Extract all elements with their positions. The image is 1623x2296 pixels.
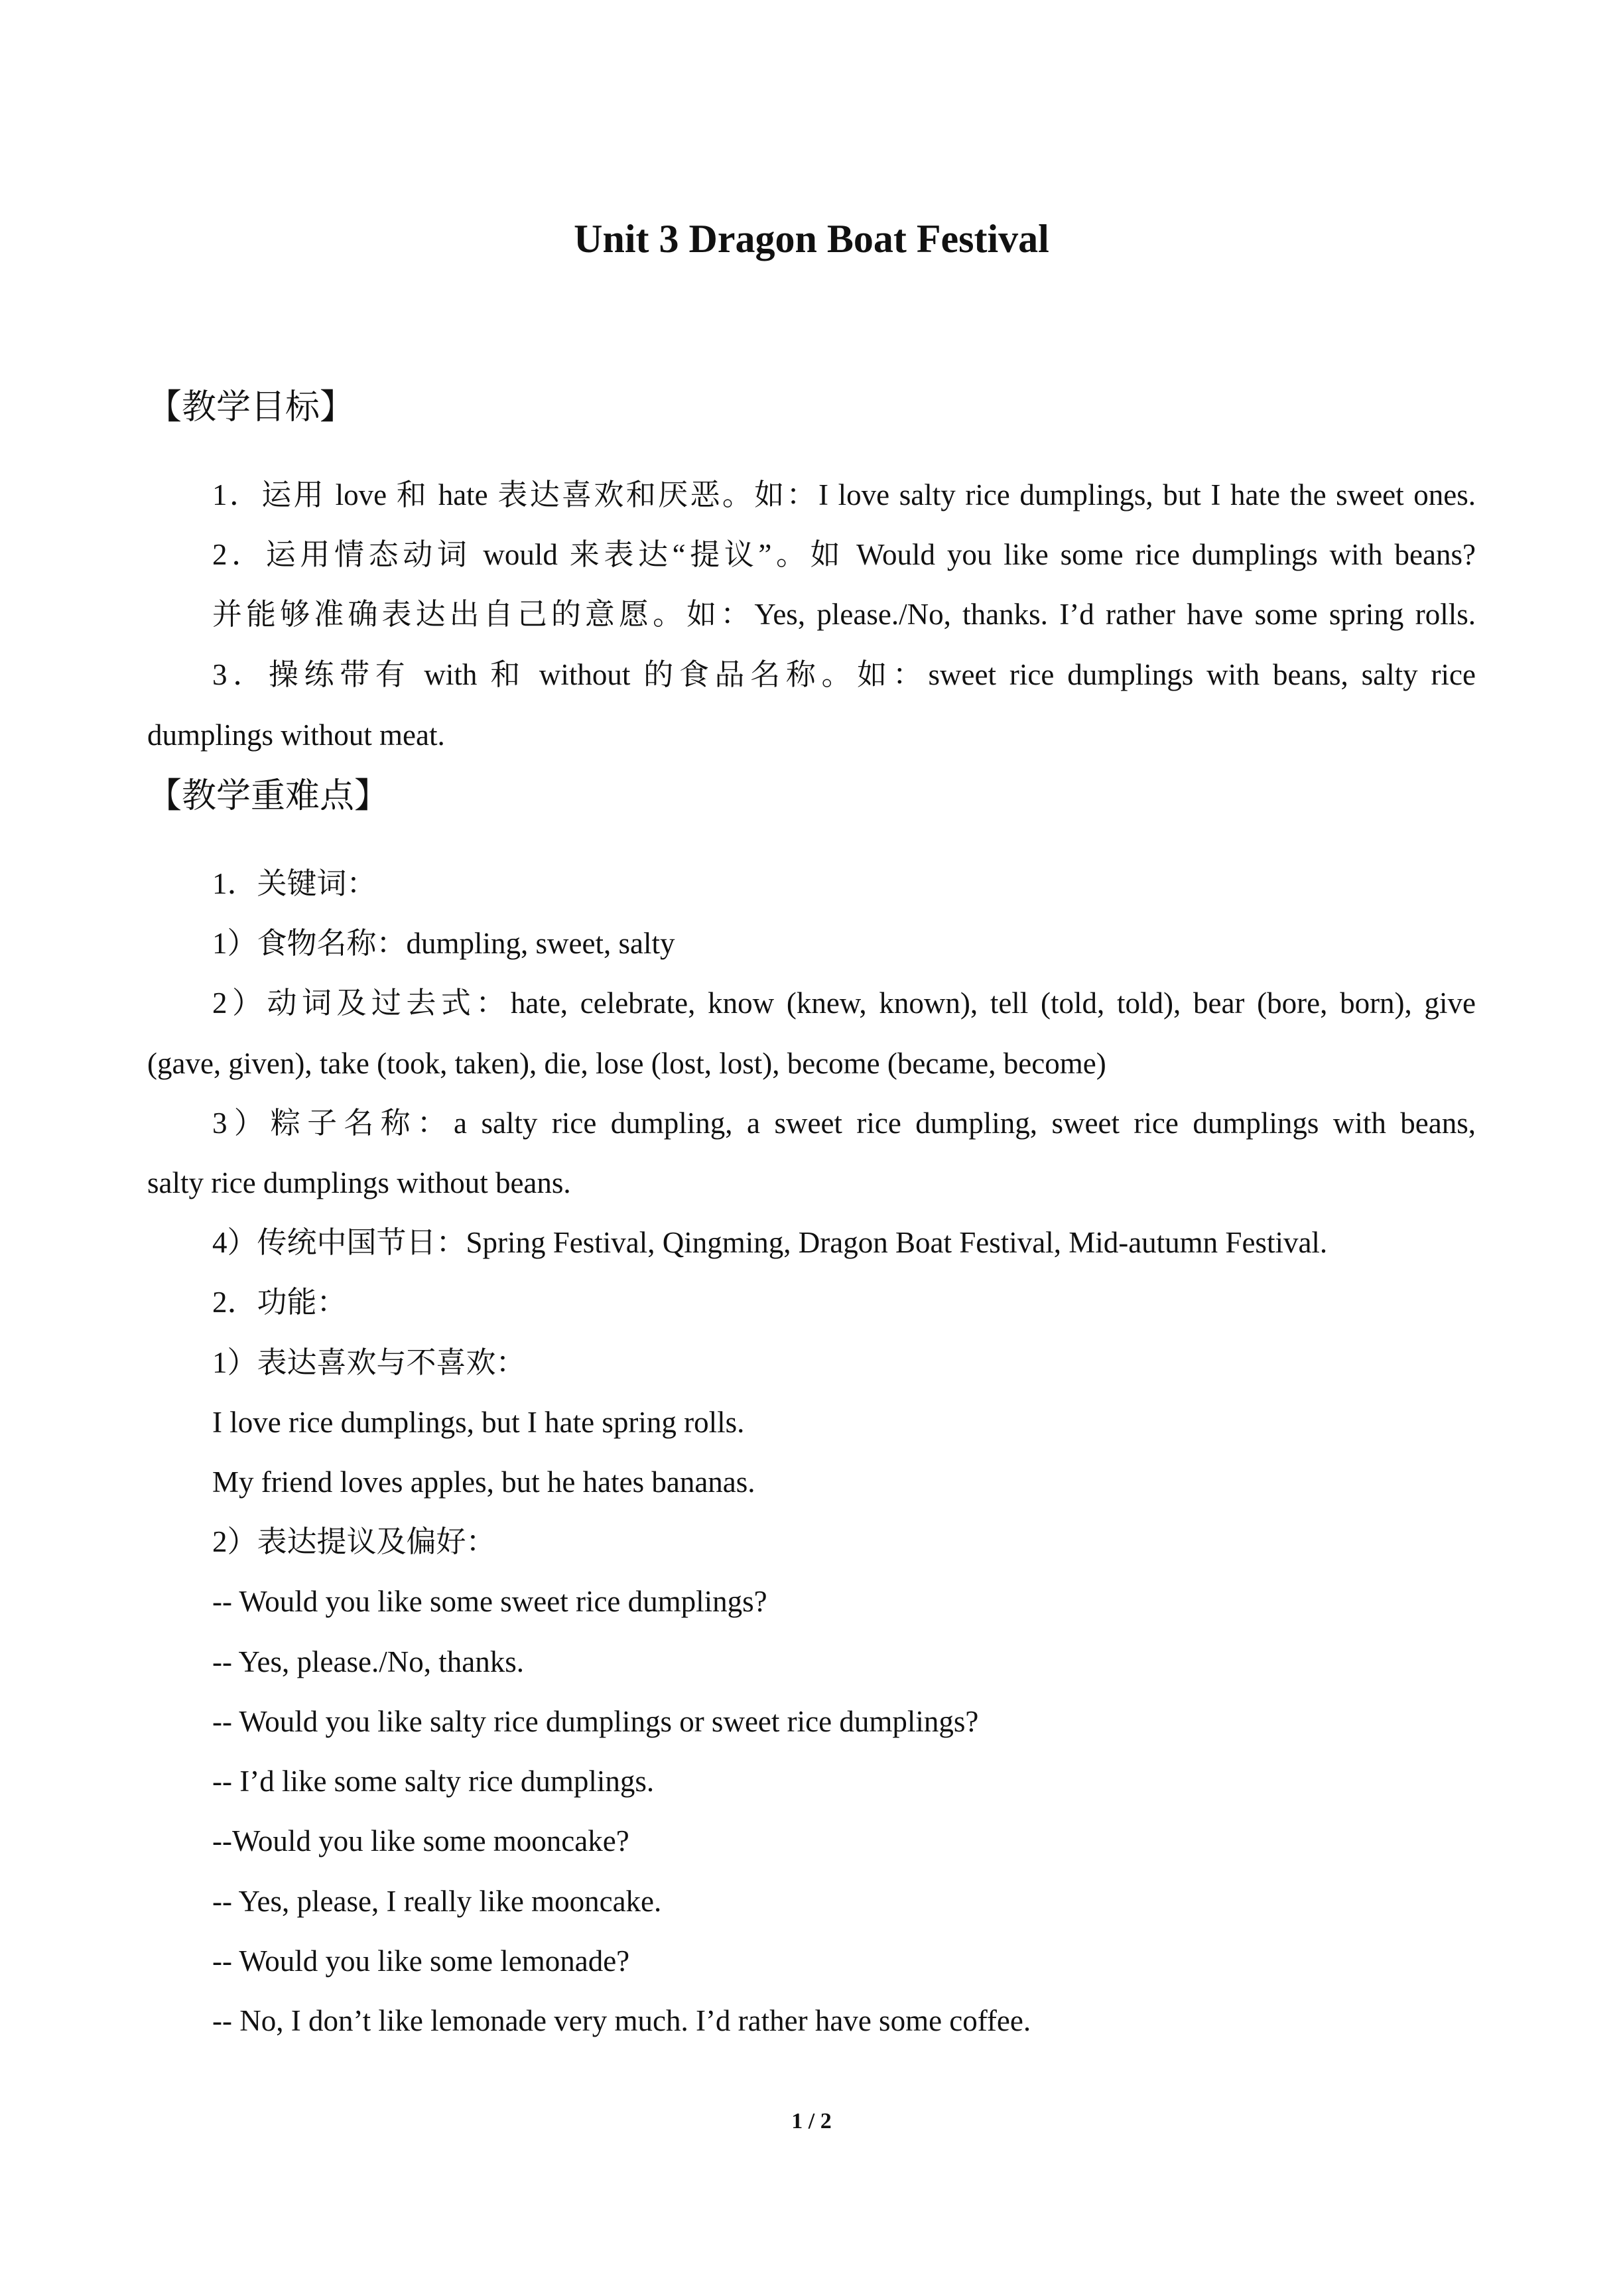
function-likes-example-1: I love rice dumplings, but I hate spring rolls. <box>212 1406 745 1439</box>
dialogue-line: -- I’d like some salty rice dumplings. <box>212 1765 655 1798</box>
objective-item-2-line-1: 2．运用情态动词 would 来表达“提议”。如 Would you like some rice dumplings with beans? <box>212 538 1476 571</box>
keyword-festivals: 4）传统中国节日：Spring Festival, Qingming, Dragon Boat Festival, Mid-autumn Festival. <box>212 1226 1328 1259</box>
keyword-verbs-line-2: (gave, given), take (took, taken), die, lose (lost, lost), become (became, become) <box>147 1047 1106 1080</box>
function-likes-example-2: My friend loves apples, but he hates bananas. <box>212 1465 755 1499</box>
objective-item-1: 1．运用 love 和 hate 表达喜欢和厌恶。如：I love salty rice dumplings, but I hate the sweet ones. <box>212 478 1476 511</box>
key-points-heading: 【教学重难点】 <box>147 777 389 815</box>
document-title: Unit 3 Dragon Boat Festival <box>574 217 1049 261</box>
objective-item-2-line-2: 并能够准确表达出自己的意愿。如：Yes, please./No, thanks. I’d rather have some spring rolls. <box>212 598 1476 631</box>
keywords-section-label: 1．关键词： <box>212 867 377 900</box>
keyword-dumpling-names-line-2: salty rice dumplings without beans. <box>147 1166 571 1199</box>
objective-item-3-line-2: dumplings without meat. <box>147 718 445 752</box>
objective-item-3-line-1: 3．操练带有 with 和 without 的食品名称。如：sweet rice dumplings with beans, salty rice <box>212 658 1476 691</box>
keyword-food-names: 1）食物名称：dumpling, sweet, salty <box>212 927 675 960</box>
dialogue-line: --Would you like some mooncake? <box>212 1824 629 1857</box>
dialogue-line: -- Would you like some sweet rice dumplings? <box>212 1585 767 1618</box>
dialogue-line: -- Yes, please, I really like mooncake. <box>212 1885 662 1918</box>
keyword-dumpling-names-line-1: 3）粽子名称：a salty rice dumpling, a sweet rice dumpling, sweet rice dumplings with beans, <box>212 1107 1476 1140</box>
keyword-verbs-line-1: 2）动词及过去式：hate, celebrate, know (knew, known), tell (told, told), bear (bore, born), give <box>212 986 1476 1020</box>
page-number: 1 / 2 <box>791 2109 832 2133</box>
function-suggestions-label: 2）表达提议及偏好： <box>212 1525 496 1558</box>
dialogue-line: -- Would you like some lemonade? <box>212 1944 630 1978</box>
objectives-heading: 【教学目标】 <box>147 389 355 427</box>
dialogue-line: -- Yes, please./No, thanks. <box>212 1645 524 1678</box>
dialogue-line: -- No, I don’t like lemonade very much. I’d rather have some coffee. <box>212 2004 1031 2037</box>
functions-section-label: 2．功能： <box>212 1286 347 1319</box>
dialogue-line: -- Would you like salty rice dumplings or sweet rice dumplings? <box>212 1705 979 1738</box>
function-likes-label: 1）表达喜欢与不喜欢： <box>212 1346 526 1379</box>
